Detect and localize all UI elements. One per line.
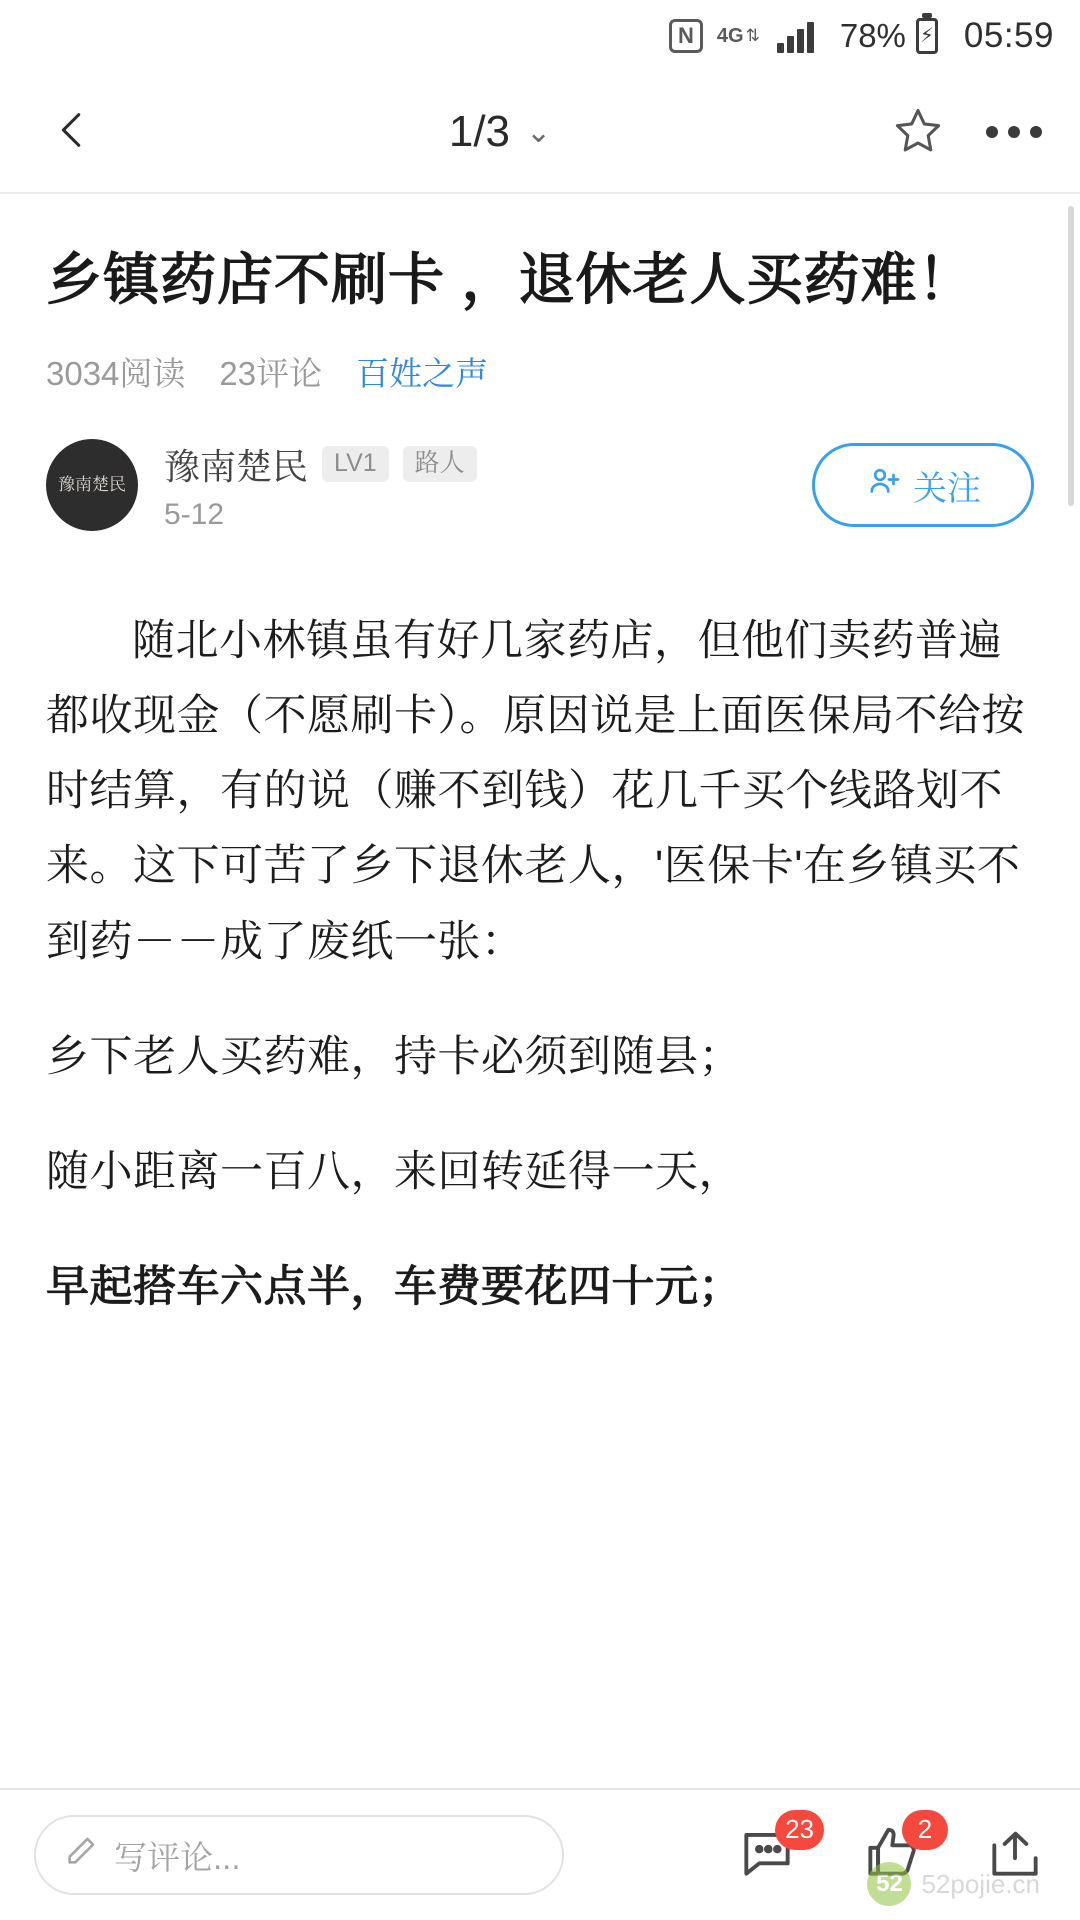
- article-paragraph: 随北小林镇虽有好几家药店，但他们卖药普遍都收现金（不愿刷卡）。原因说是上面医保局不给按时结算，有的说（赚不到钱）花几千买个线路划不来。这下可苦了乡下退休老人，'医保卡'在乡镇买不到药－－成了废纸一张：: [46, 616, 1025, 966]
- channel-link[interactable]: 百姓之声: [356, 354, 489, 392]
- follow-button-label: 关注: [913, 469, 981, 508]
- scrollbar[interactable]: [1068, 206, 1074, 506]
- user-plus-icon: [865, 463, 901, 508]
- page-title: 乡镇药店不刷卡 ，退休老人买药难！: [46, 248, 975, 311]
- comment-count-badge: 23: [775, 1810, 824, 1850]
- comment-input-placeholder: 写评论...: [114, 1838, 241, 1876]
- page-indicator-button[interactable]: [449, 107, 551, 157]
- author-info: [164, 439, 812, 532]
- avatar[interactable]: 豫南楚民: [46, 439, 138, 531]
- article-meta: [46, 348, 1034, 395]
- like-count-badge: 2: [902, 1810, 948, 1850]
- network-type-icon: [717, 26, 760, 46]
- author-row: [46, 439, 1034, 532]
- network-label: 4G: [716, 25, 744, 47]
- article-paragraph: 随小距离一百八，来回转延得一天，: [46, 1148, 742, 1197]
- watermark-text: 52pojie.cn: [921, 1868, 1040, 1899]
- article-paragraph: 乡下老人买药难，持卡必须到随县；: [46, 1032, 742, 1081]
- nav-actions: [892, 104, 1042, 161]
- comment-input[interactable]: [34, 1815, 564, 1895]
- signal-strength-icon: [774, 19, 814, 53]
- back-chevron-icon: [50, 107, 96, 158]
- comment-button[interactable]: [736, 1814, 814, 1889]
- battery-percent: 78%: [839, 17, 906, 54]
- status-bar: [0, 0, 1080, 72]
- pencil-icon: [64, 1834, 98, 1876]
- more-dots-icon[interactable]: [986, 126, 1042, 138]
- author-name[interactable]: 豫南楚民: [164, 445, 309, 487]
- data-arrows-icon: ⇅: [745, 26, 760, 46]
- comment-count-label: 23评论: [219, 354, 323, 392]
- watermark-logo: 52: [867, 1862, 911, 1906]
- read-count: 3034阅读: [46, 354, 186, 392]
- level-badge: LV1: [322, 446, 389, 482]
- nfc-icon: N: [669, 19, 703, 53]
- article-body: [46, 604, 1034, 1326]
- nfc-icon-wrap: [669, 19, 703, 53]
- bottom-action-bar: [0, 1788, 1080, 1920]
- follow-button[interactable]: [812, 443, 1034, 527]
- clock-wrap: [952, 16, 1054, 56]
- chevron-down-icon: ⌄: [526, 115, 552, 149]
- watermark: [867, 1862, 1040, 1906]
- battery-icon: ⚡: [916, 18, 938, 54]
- status-clock: 05:59: [963, 16, 1054, 55]
- article-paragraph: 早起搭车六点半，车费要花四十元；: [46, 1263, 742, 1312]
- battery-percent-wrap: [828, 17, 938, 55]
- back-button[interactable]: [38, 97, 108, 167]
- nav-bar: [0, 72, 1080, 194]
- role-badge: 路人: [403, 446, 477, 482]
- page-indicator-label: 1/3: [448, 107, 511, 156]
- article-content: [0, 194, 1080, 1788]
- publish-date: 5-12: [164, 497, 225, 531]
- star-outline-icon[interactable]: [892, 104, 944, 161]
